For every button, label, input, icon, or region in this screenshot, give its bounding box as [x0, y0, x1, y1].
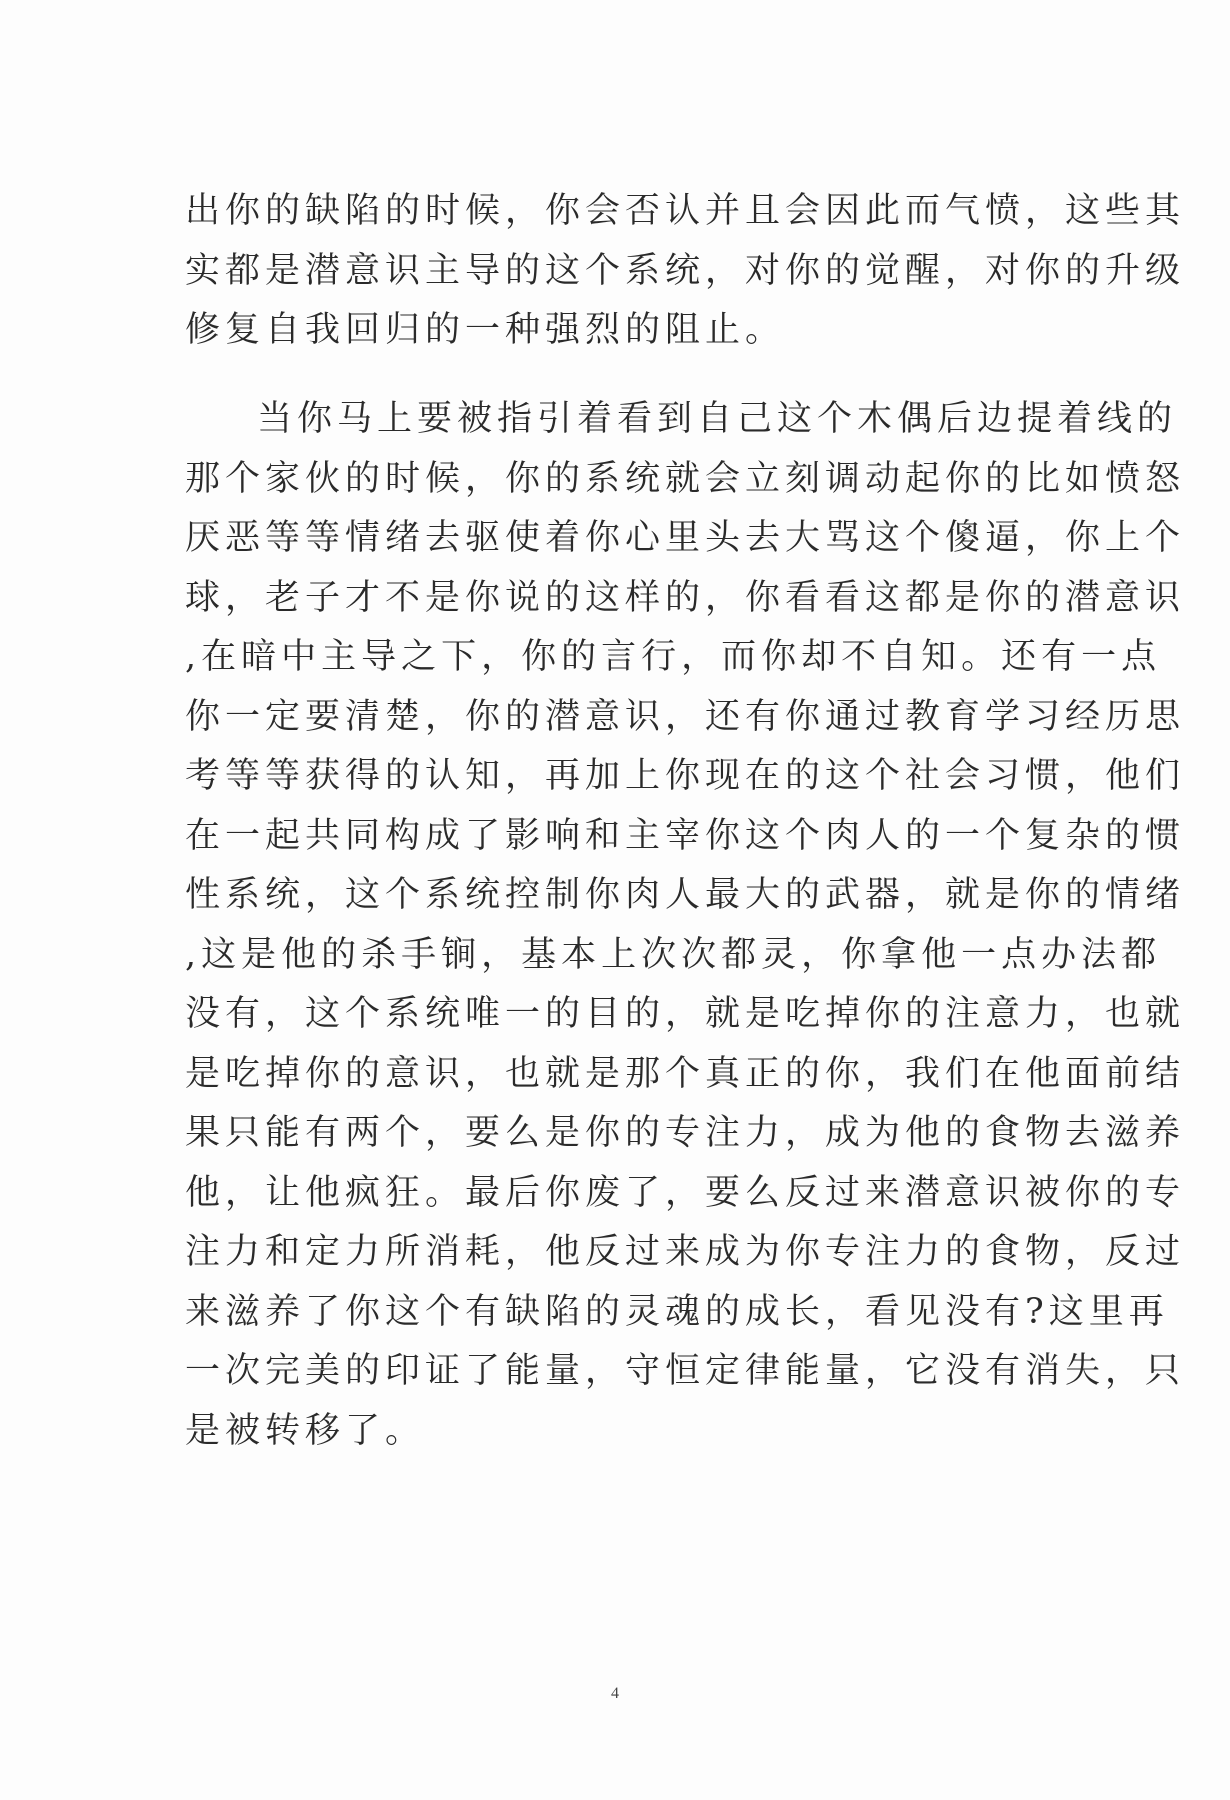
paragraph-line: ,在暗中主导之下，你的言行，而你却不自知。还有一点	[185, 637, 1162, 677]
paragraph-line: 当你马上要被指引着看到自己这个木偶后边提着线的	[257, 399, 1178, 439]
paragraph-line: 你一定要清楚，你的潜意识，还有你通过教育学习经历思	[185, 696, 1186, 737]
paragraph-line: 是被转移了。	[185, 1410, 426, 1451]
paragraph-line: 厌恶等等情绪去驱使着你心里头去大骂这个傻逼，你上个	[185, 518, 1186, 558]
paragraph-line: 那个家伙的时候，你的系统就会立刻调动起你的比如愤怒	[185, 458, 1186, 499]
paragraph-line: 来滋养了你这个有缺陷的灵魂的成长，看见没有?这里再	[185, 1291, 1169, 1332]
paragraph-line: 性系统，这个系统控制你肉人最大的武器，就是你的情绪	[185, 875, 1186, 915]
paragraph-2	[185, 390, 1186, 1461]
paragraph-line: 注力和定力所消耗，他反过来成为你专注力的食物，反过	[185, 1232, 1186, 1272]
paragraph-line: 在一起共同构成了影响和主宰你这个肉人的一个复杂的惯	[185, 815, 1186, 856]
paragraph-line: 考等等获得的认知，再加上你现在的这个社会习惯，他们	[185, 756, 1186, 796]
paragraph-line: 出你的缺陷的时候，你会否认并且会因此而气愤，这些其	[185, 191, 1186, 231]
paragraph-line: 没有，这个系统唯一的目的，就是吃掉你的注意力，也就	[185, 994, 1186, 1034]
paragraph-line: 球，老子才不是你说的这样的，你看看这都是你的潜意识	[185, 577, 1186, 618]
page-number: 4	[611, 1685, 619, 1702]
paragraph-line: 修复自我回归的一种强烈的阻止。	[185, 310, 786, 350]
paragraph-line: 是吃掉你的意识，也就是那个真正的你，我们在他面前结	[185, 1053, 1186, 1094]
paragraph-line: 一次完美的印证了能量，守恒定律能量，它没有消失，只	[185, 1351, 1186, 1391]
paragraph-line: 他，让他疯狂。最后你废了，要么反过来潜意识被你的专	[185, 1172, 1186, 1213]
paragraph-line: ,这是他的杀手锏，基本上次次都灵，你拿他一点办法都	[185, 934, 1162, 975]
paragraph-line: 果只能有两个，要么是你的专注力，成为他的食物去滋养	[185, 1113, 1186, 1153]
paragraph-line: 实都是潜意识主导的这个系统，对你的觉醒，对你的升级	[185, 250, 1186, 291]
paragraph-1	[185, 182, 1186, 361]
